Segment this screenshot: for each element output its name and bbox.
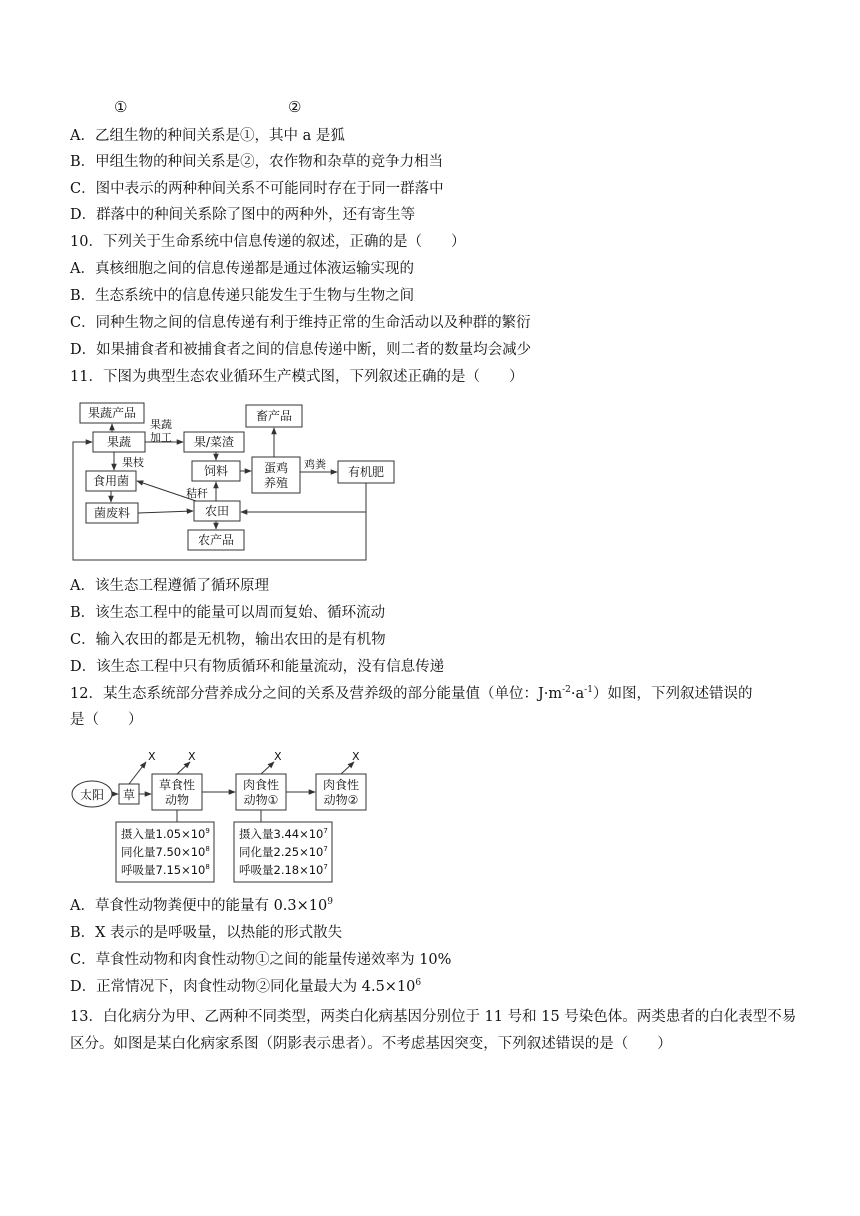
q12-option-a: A．草食性动物粪便中的能量有 $0.3\times 10^9$ — [70, 897, 333, 914]
carnivore-assimilation: 同化量$2.25\times 10^7$ — [239, 845, 328, 859]
q9-option-c: C．图中表示的两种种间关系不可能同时存在于同一群落中 — [70, 181, 444, 197]
q11-option-d: D．该生态工程中只有物质循环和能量流动，没有信息传递 — [70, 659, 445, 675]
q9-option-a: A．乙组生物的种间关系是①，其中 a 是狐 — [70, 128, 345, 144]
q12-option-d: D．正常情况下，肉食性动物②同化量最大为 $4.5\times 10^6$ — [70, 978, 422, 995]
label-fertilizer: 有机肥 — [347, 465, 385, 479]
q11-option-c: C．输入农田的都是无机物，输出农田的是有机物 — [70, 632, 386, 648]
label-branches: 果枝 — [122, 456, 144, 469]
label-carnivore2-2: 动物② — [323, 793, 359, 807]
label-poultry-2: 养殖 — [263, 476, 289, 490]
label-fruit: 果蔬 — [106, 435, 132, 449]
diagram-marker-2: ② — [288, 98, 302, 116]
label-carnivore2-1: 肉食性 — [322, 778, 360, 792]
label-feed: 饲料 — [203, 464, 229, 478]
label-carnivore1-1: 肉食性 — [242, 778, 280, 792]
label-fungus: 食用菌 — [92, 474, 130, 488]
label-manure: 鸡粪 — [304, 458, 326, 471]
carnivore-respiration: 呼吸量$2.18\times 10^7$ — [239, 863, 328, 877]
herbivore-intake: 摄入量$1.05\times 10^9$ — [121, 827, 210, 841]
q9-option-d: D．群落中的种间关系除了图中的两种外，还有寄生等 — [70, 207, 416, 223]
q13-stem: 13．白化病分为甲、乙两种不同类型，两类白化病基因分别位于 11 号和 15 号染色体。两类患者的白化表型不易区分。如图是某白化病家系图（阴影表示患者）。不考虑基因突变，下列叙述错误的是（ ） — [70, 1009, 797, 1052]
label-carnivore1-2: 动物① — [243, 793, 279, 807]
label-herbivore-1: 草食性 — [158, 778, 196, 792]
q10-option-b: B．生态系统中的信息传递只能发生于生物与生物之间 — [70, 288, 415, 304]
label-processing-1: 果蔬 — [150, 418, 172, 431]
x-label-1: X — [148, 750, 156, 763]
q11-option-a: A．该生态工程遵循了循环原理 — [70, 578, 269, 594]
carnivore-intake: 摄入量$3.44\times 10^7$ — [239, 827, 328, 841]
diagram-marker-1: ① — [114, 98, 128, 116]
label-farm-product: 农产品 — [197, 533, 235, 547]
q10-option-a: A．真核细胞之间的信息传递都是通过体液运输实现的 — [70, 261, 414, 277]
q12-option-c: C．草食性动物和肉食性动物①之间的能量传递效率为 10% — [70, 952, 452, 968]
q12-stem-line2: 是（ ） — [70, 712, 143, 728]
herbivore-respiration: 呼吸量$7.15\times 10^8$ — [121, 863, 210, 877]
q10-option-d: D．如果捕食者和被捕食者之间的信息传递中断，则二者的数量均会减少 — [70, 342, 532, 358]
label-poultry-1: 蛋鸡 — [263, 461, 289, 475]
label-herbivore-2: 动物 — [164, 793, 190, 807]
label-sun: 太阳 — [79, 788, 105, 802]
x-label-2: X — [188, 750, 196, 763]
label-fruit-product: 果蔬产品 — [87, 406, 137, 420]
x-label-3: X — [274, 750, 282, 763]
q11-stem: 11．下图为典型生态农业循环生产模式图，下列叙述正确的是（ ） — [70, 369, 524, 385]
label-waste: 菌废料 — [93, 506, 131, 520]
q10-option-c: C．同种生物之间的信息传递有利于维持正常的生命活动以及种群的繁衍 — [70, 315, 531, 331]
q11-option-b: B．该生态工程中的能量可以周而复始、循环流动 — [70, 605, 386, 621]
label-livestock-product: 畜产品 — [255, 409, 293, 423]
q12-option-b: B．X 表示的是呼吸量，以热能的形式散失 — [70, 925, 343, 941]
label-grass: 草 — [122, 788, 136, 802]
q12-stem: 12．某生态系统部分营养成分之间的关系及营养级的部分能量值（单位：$J\cdot m^{-2}\cdot a^{-1}$）如图，下列叙述错误的 — [70, 685, 753, 702]
q9-option-b: B．甲组生物的种间关系是②，农作物和杂草的竞争力相当 — [70, 154, 444, 170]
q10-stem: 10．下列关于生命系统中信息传递的叙述，正确的是（ ） — [70, 234, 466, 250]
herbivore-assimilation: 同化量$7.50\times 10^8$ — [121, 845, 210, 859]
label-residue: 果/菜渣 — [193, 435, 235, 449]
label-straw: 秸秆 — [186, 487, 208, 500]
label-farmland: 农田 — [204, 504, 230, 518]
x-label-4: X — [352, 750, 360, 763]
label-processing-2: 加工 — [150, 431, 172, 444]
